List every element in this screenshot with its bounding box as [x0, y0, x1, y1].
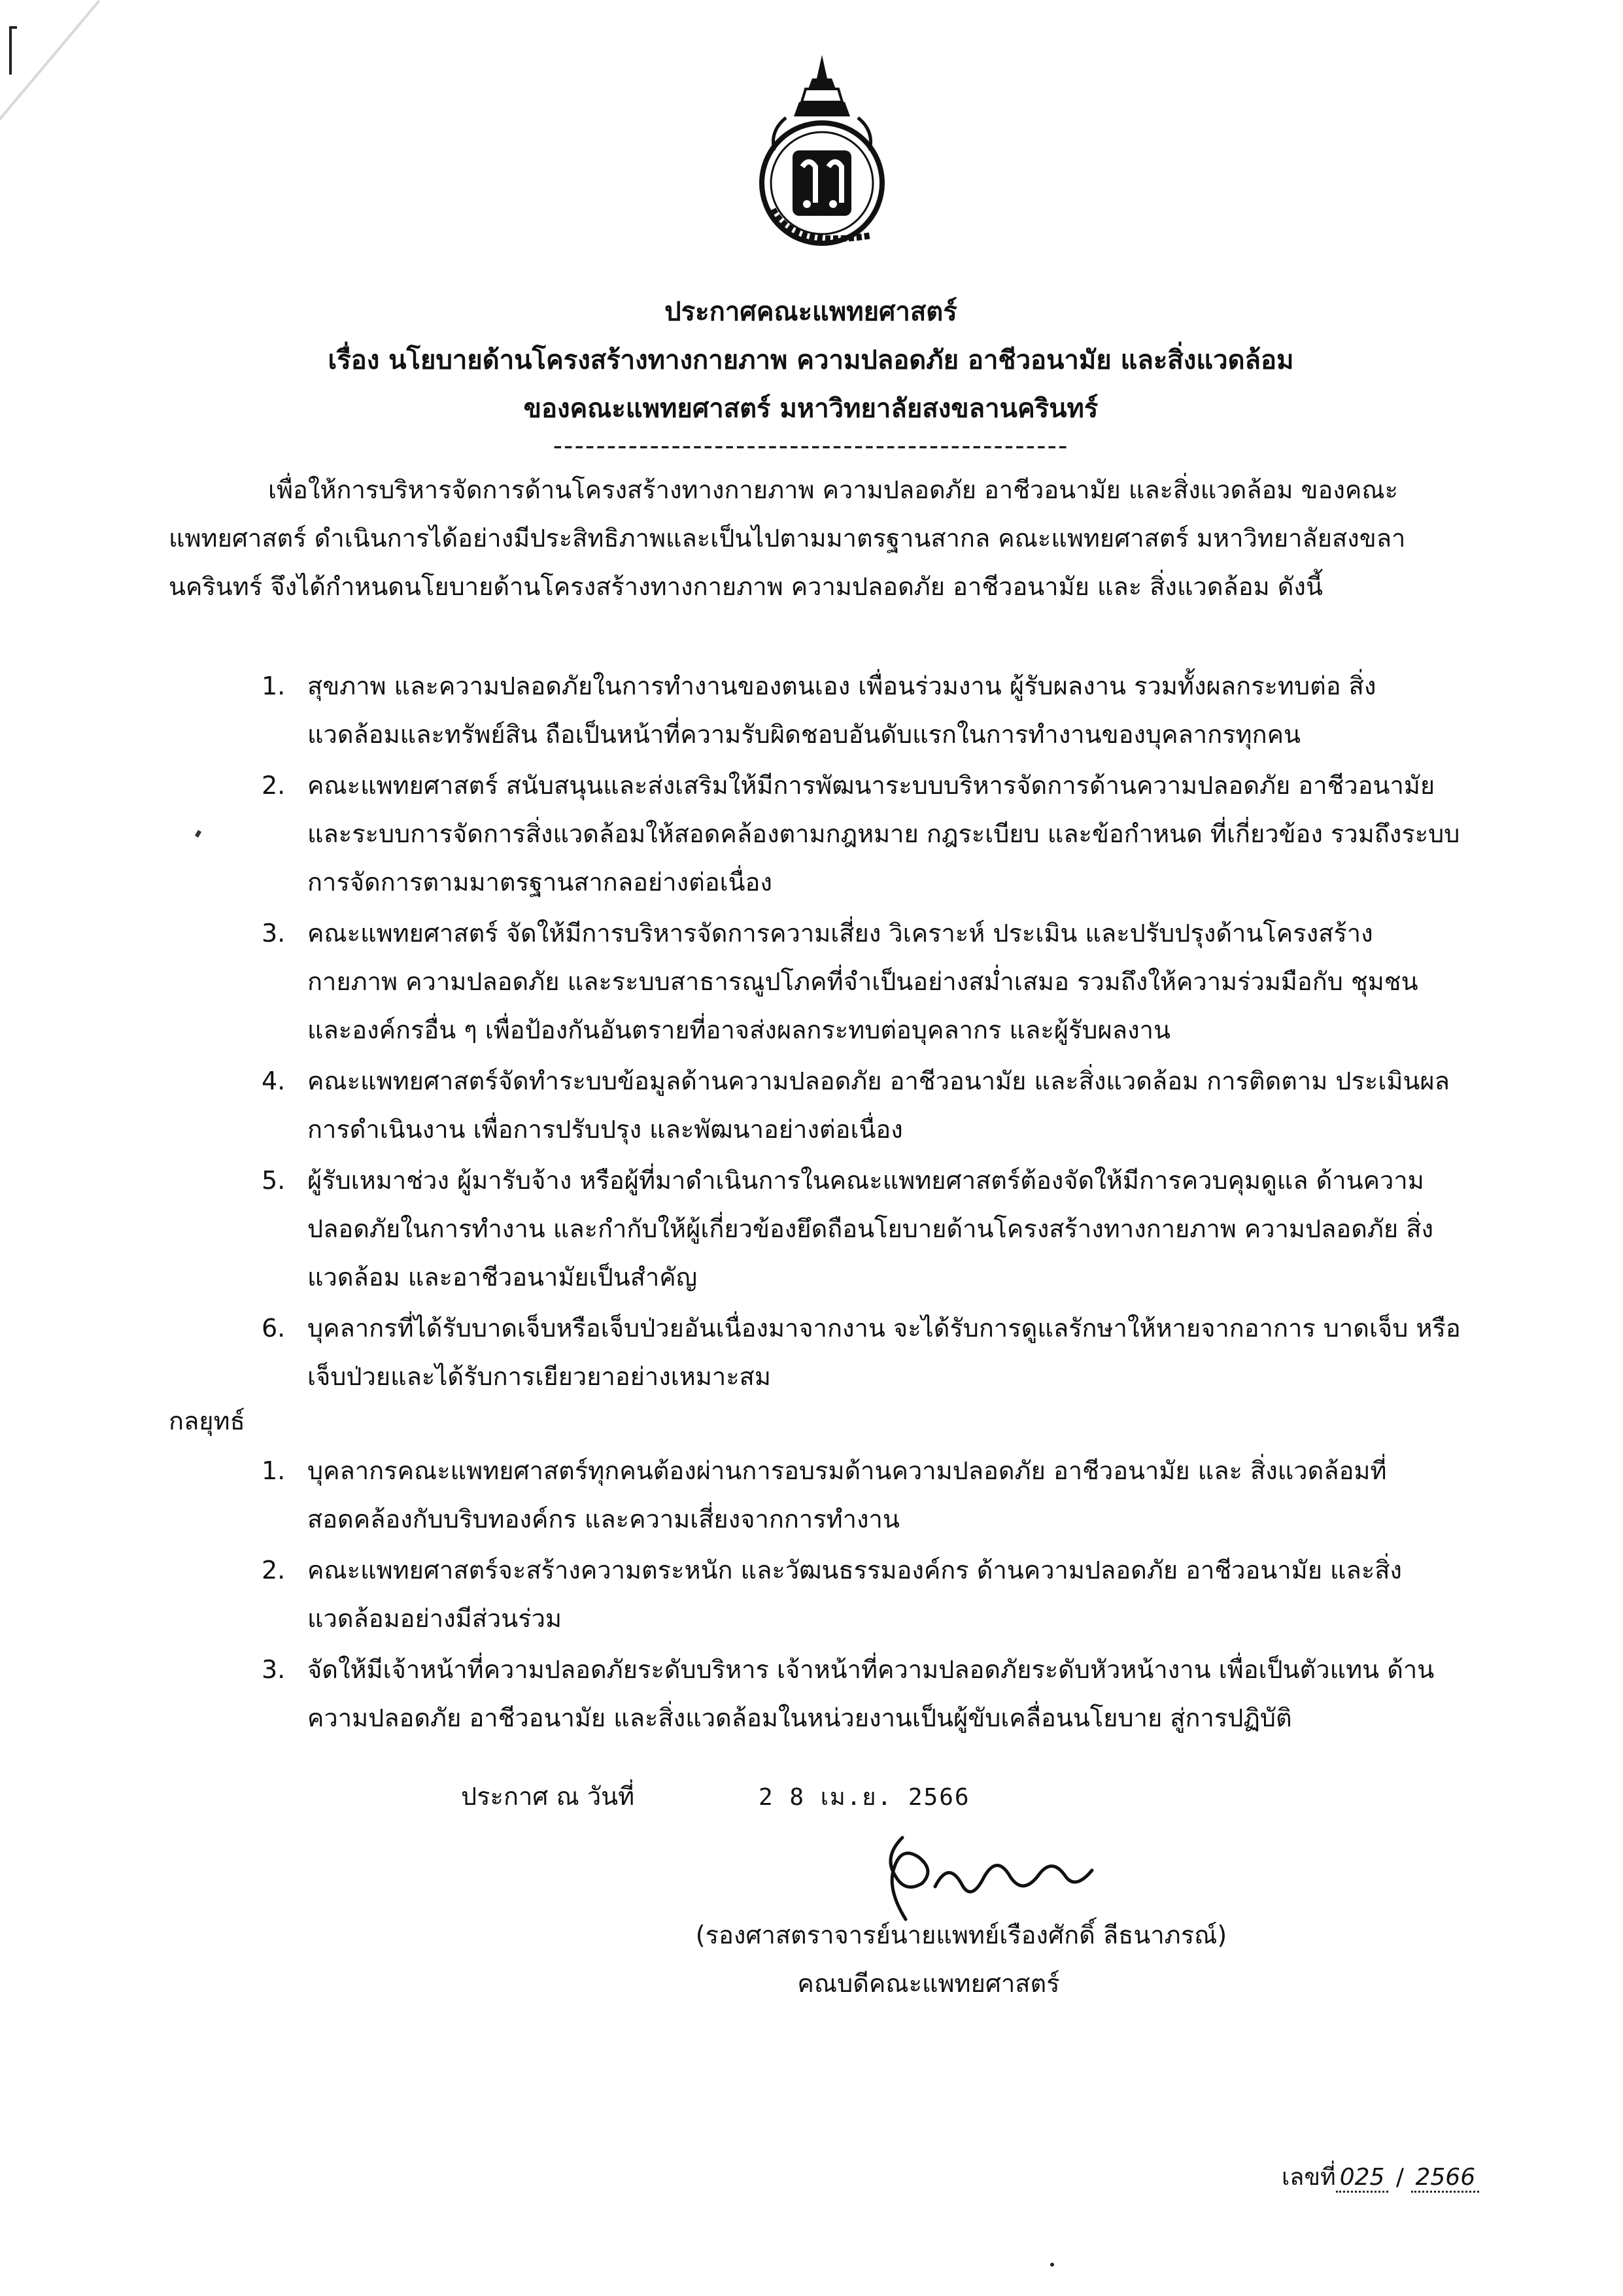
- strategy-text: จัดให้มีเจ้าหน้าที่ความปลอดภัยระดับบริหาร เจ้าหน้าที่ความปลอดภัยระดับหัวหน้างาน เพื่อเป็นตัวแทน ด้านความปลอดภัย อาชีวอนามัย และสิ่งแวดล้อมในหน่วยงานเป็นผู้ขับเคลื่อนนโยบาย สู่การปฏิบัติ: [307, 1655, 1435, 1732]
- strategy-number: 3.: [262, 1655, 286, 1684]
- strategy-item: [169, 1546, 1463, 1643]
- strategy-number: 1.: [262, 1456, 286, 1485]
- document-number-year: 2566: [1411, 2164, 1479, 2193]
- policy-item: [169, 1304, 1463, 1401]
- policy-number: 3.: [262, 919, 286, 948]
- policy-item: [169, 909, 1463, 1054]
- strategy-item: [169, 1645, 1463, 1742]
- policy-text: คณะแพทยศาสตร์จัดทำระบบข้อมูลด้านความปลอดภัย อาชีวอนามัย และสิ่งแวดล้อม การติดตาม ประเมินผลการดำเนินงาน เพื่อการปรับปรุง และพัฒนาอย่างต่อเนื่อง: [307, 1067, 1450, 1144]
- announcement-title: ประกาศคณะแพทยศาสตร์: [664, 297, 957, 327]
- policy-list: [169, 662, 1463, 1403]
- policy-text: คณะแพทยศาสตร์ จัดให้มีการบริหารจัดการความเสี่ยง วิเคราะห์ ประเมิน และปรับปรุงด้านโครงสร้าง กายภาพ ความปลอดภัย และระบบสาธารณูปโภคที่จำเป็นอย่างสม่ำเสมอ รวมถึงให้ความร่วมมือกับ ชุมชน และองค์กรอื่น ๆ เพื่อป้องกันอันตรายที่อาจส่งผลกระทบต่อบุคลากร และผู้รับผลงาน: [307, 919, 1418, 1044]
- document-number-value: 025: [1336, 2164, 1389, 2193]
- intro-paragraph: เพื่อให้การบริหารจัดการด้านโครงสร้างทางกายภาพ ความปลอดภัย อาชีวอนามัย และสิ่งแวดล้อม ของคณะแพทยศาสตร์ ดำเนินการได้อย่างมีประสิทธิภาพและเป็นไปตามมาตรฐานสากล คณะแพทยศาสตร์ มหาวิทยาลัยสงขลานครินทร์ จึงได้กำหนดนโยบายด้านโครงสร้างทางกายภาพ ความปลอดภัย อาชีวอนามัย และ สิ่งแวดล้อม ดังนี้: [169, 475, 1406, 601]
- scan-corner-mark: [9, 26, 17, 75]
- policy-number: 4.: [262, 1067, 286, 1095]
- document-number-label: เลขที่: [1282, 2164, 1336, 2191]
- announcement-date-stamp: 2 8 เม.ย. 2566: [759, 1784, 970, 1811]
- policy-item: [169, 761, 1463, 906]
- policy-text: สุขภาพ และความปลอดภัยในการทำงานของตนเอง เพื่อนร่วมงาน ผู้รับผลงาน รวมทั้งผลกระทบต่อ สิ่งแวดล้อมและทรัพย์สิน ถือเป็นหน้าที่ความรับผิดชอบอันดับแรกในการทำงานของบุคลากรทุกคน: [307, 672, 1376, 749]
- strategy-number: 2.: [262, 1556, 286, 1585]
- scan-speck: [1050, 2263, 1054, 2267]
- policy-item: [169, 662, 1463, 759]
- announcement-organization: ของคณะแพทยศาสตร์ มหาวิทยาลัยสงขลานครินทร์: [523, 394, 1099, 424]
- document-number: [1282, 2158, 1479, 2197]
- university-emblem-icon: [747, 52, 897, 255]
- announcement-date-label: ประกาศ ณ วันที่: [461, 1782, 635, 1811]
- policy-text: คณะแพทยศาสตร์ สนับสนุนและส่งเสริมให้มีการพัฒนาระบบบริหารจัดการด้านความปลอดภัย อาชีวอนามัย และระบบการจัดการสิ่งแวดล้อมให้สอดคล้องตามกฎหมาย กฎระเบียบ และข้อกำหนด ที่เกี่ยวข้อง รวมถึงระบบการจัดการตามมาตรฐานสากลอย่างต่อเนื่อง: [307, 771, 1460, 897]
- policy-text: บุคลากรที่ได้รับบาดเจ็บหรือเจ็บป่วยอันเนื่องมาจากงาน จะได้รับการดูแลรักษาให้หายจากอาการ บาดเจ็บ หรือเจ็บป่วยและได้รับการเยียวยาอย่างเหมาะสม: [307, 1314, 1461, 1391]
- document-number-separator: /: [1395, 2164, 1405, 2191]
- strategy-heading: กลยุทธ์: [169, 1407, 245, 1435]
- signer-title: คณบดีคณะแพทยศาสตร์: [797, 1969, 1060, 1998]
- policy-item: [169, 1057, 1463, 1154]
- strategy-item: [169, 1447, 1463, 1543]
- strategy-text: บุคลากรคณะแพทยศาสตร์ทุกคนต้องผ่านการอบรมด้านความปลอดภัย อาชีวอนามัย และ สิ่งแวดล้อมที่สอดคล้องกับบริบทองค์กร และความเสี่ยงจากการทำงาน: [307, 1456, 1387, 1534]
- document-header: [196, 288, 1426, 459]
- signer-name: (รองศาสตราจารย์นายแพทย์เรืองศักดิ์ ลีธนาภรณ์): [695, 1921, 1227, 1949]
- announcement-subject: เรื่อง นโยบายด้านโครงสร้างทางกายภาพ ความปลอดภัย อาชีวอนามัย และสิ่งแวดล้อม: [328, 345, 1294, 375]
- strategy-list: [169, 1447, 1463, 1745]
- policy-number: 1.: [262, 672, 286, 700]
- policy-number: 5.: [262, 1166, 286, 1195]
- policy-number: 2.: [262, 771, 286, 800]
- policy-text: ผู้รับเหมาช่วง ผู้มารับจ้าง หรือผู้ที่มาดำเนินการในคณะแพทยศาสตร์ต้องจัดให้มีการควบคุมดูแล ด้านความปลอดภัยในการทำงาน และกำกับให้ผู้เกี่ยวข้องยึดถือนโยบายด้านโครงสร้างทางกายภาพ ความปลอดภัย สิ่งแวดล้อม และอาชีวอนามัยเป็นสำคัญ: [307, 1166, 1434, 1292]
- policy-number: 6.: [262, 1314, 286, 1343]
- strategy-text: คณะแพทยศาสตร์จะสร้างความตระหนัก และวัฒนธรรมองค์กร ด้านความปลอดภัย อาชีวอนามัย และสิ่งแวดล้อมอย่างมีส่วนร่วม: [307, 1556, 1402, 1633]
- header-divider: ------------------------------------------------: [553, 431, 1069, 461]
- policy-item: [169, 1156, 1463, 1301]
